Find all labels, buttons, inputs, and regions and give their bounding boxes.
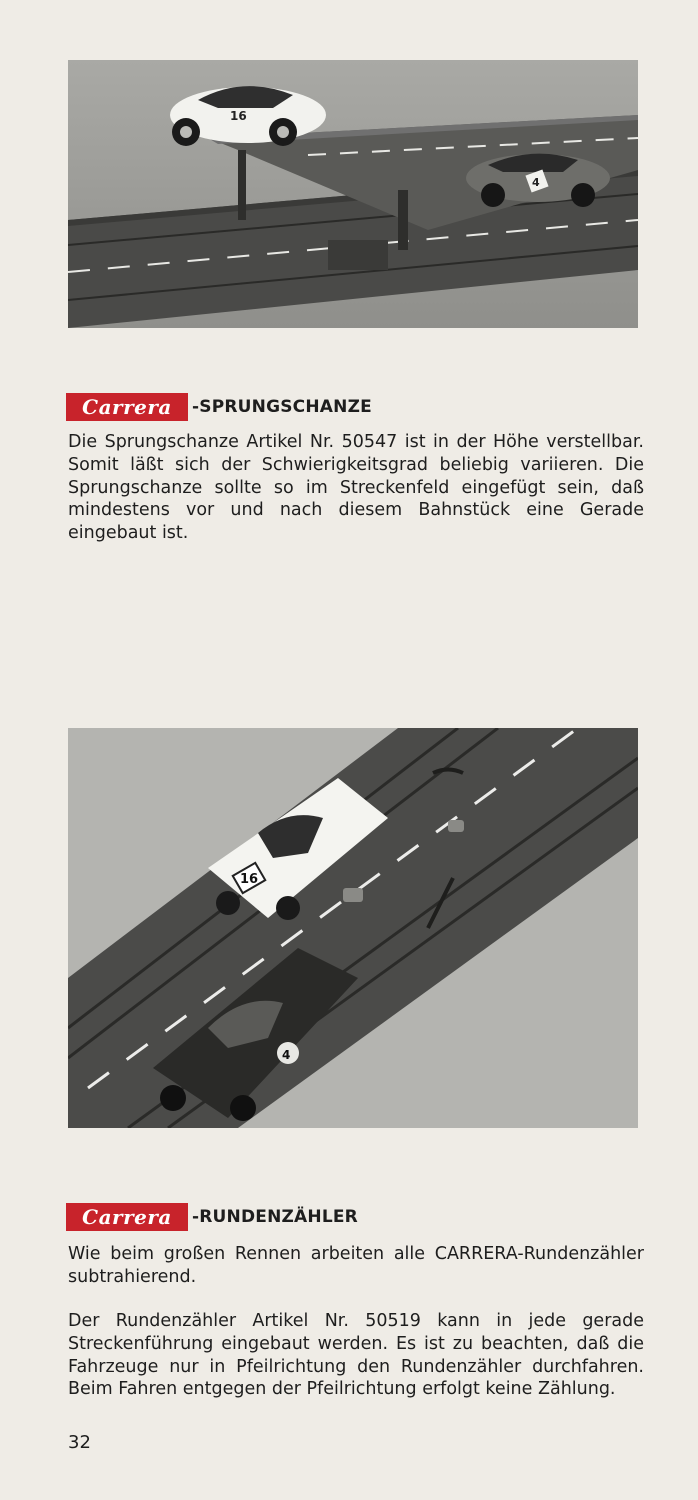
- heading-text: -RUNDENZÄHLER: [192, 1207, 358, 1227]
- section-heading-rundenzaehler: [66, 1203, 358, 1231]
- carrera-logo: Carrera: [66, 1203, 188, 1231]
- page-number: 32: [68, 1432, 91, 1453]
- section-heading-sprungschanze: [66, 393, 372, 421]
- carrera-logo: Carrera: [66, 393, 188, 421]
- rundenzaehler-detail-paragraph: Der Rundenzähler Artikel Nr. 50519 kann in jede gerade Streckenführung eingebaut werden. Es ist zu beachten, daß die Fahrzeuge nur in Pfeilrichtung den Rundenzähler durchfahren. Beim Fahren entgegen der Pfeilrichtung erfolgt keine Zählung.: [68, 1311, 644, 1400]
- car-number-4: 4: [532, 176, 540, 189]
- heading-text: -SPRUNGSCHANZE: [192, 397, 372, 417]
- lap-counter-illustration: [68, 728, 638, 1128]
- car-number-16-front: 16: [240, 872, 259, 887]
- car-number-4: 4: [282, 1048, 291, 1062]
- ski-jump-illustration: [68, 60, 638, 328]
- sprungschanze-paragraph: Die Sprungschanze Artikel Nr. 50547 ist in der Höhe verstellbar. Somit läßt sich der Schwierigkeitsgrad beliebig variieren. Die Sprungschanze sollte so im Streckenfeld eingefügt sein, daß mindestens vor und nach diesem Bahnstück eine Gerade eingebaut ist.: [68, 432, 644, 544]
- car-number-16: 16: [230, 109, 247, 123]
- ski-jump-photo: [68, 60, 638, 328]
- rundenzaehler-intro-paragraph: Wie beim großen Rennen arbeiten alle CARRERA-Rundenzähler subtrahierend.: [68, 1244, 644, 1287]
- lap-counter-photo: [68, 728, 638, 1128]
- dark-car-4: [466, 154, 610, 207]
